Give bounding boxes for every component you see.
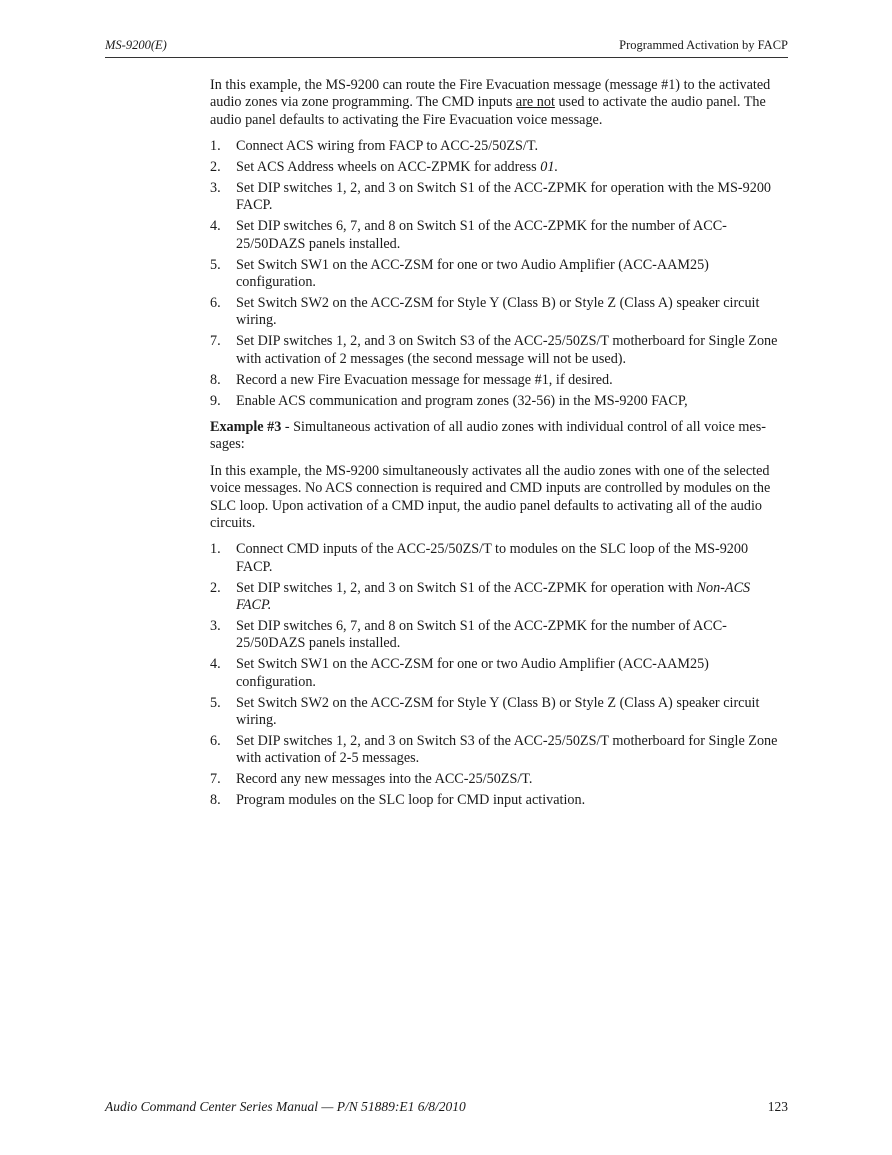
list-item-text: Set ACS Address wheels on ACC-ZPMK for address: [236, 159, 541, 176]
list-item-number: 1.: [210, 138, 221, 155]
page-number: 123: [767, 1099, 788, 1114]
page-content: [210, 77, 788, 819]
list-item: [210, 580, 788, 615]
example-3-label: Example #3: [210, 418, 282, 435]
list-item-number: 9.: [210, 392, 221, 409]
list-item-text: Enable ACS communication and program zones (32-56) in the MS-9200 FACP,: [236, 392, 688, 409]
intro-text-start: In this example, the MS-9200 can route the Fire Evacuation message (message #1) to the activated audio zones via zone programming. The CMD inputs: [210, 77, 771, 111]
list-item-text: Connect ACS wiring from FACP to ACC-25/50ZS/T.: [236, 138, 539, 155]
list-item-text: Set Switch SW2 on the ACC-ZSM for Style Y (Class B) or Style Z (Class A) speaker circuit wiring.: [236, 294, 760, 329]
intro-paragraph: [210, 77, 788, 129]
list-item: [210, 695, 788, 730]
list-item-number: 6.: [210, 294, 221, 311]
list-item-text: Set DIP switches 1, 2, and 3 on Switch S1 of the ACC-ZPMK for operation with the MS-9200 FACP.: [236, 180, 772, 214]
list-item: [210, 771, 788, 788]
header-section-title: Programmed Activation by FACP: [619, 38, 788, 52]
list-item-italic-text: Non-ACS FACP.: [236, 579, 751, 614]
header-doc-id: MS-9200(E): [105, 38, 167, 52]
list-item-number: 8.: [210, 792, 221, 809]
list-item: [210, 159, 788, 176]
list-item-number: 8.: [210, 371, 221, 388]
list-item-number: 6.: [210, 732, 221, 749]
list-item-number: 2.: [210, 579, 221, 596]
list-item-text: Set Switch SW1 on the ACC-ZSM for one or two Audio Amplifier (ACC-AAM25) configuration.: [236, 656, 709, 690]
list-item-text: Set DIP switches 1, 2, and 3 on Switch S3 of the ACC-25/50ZS/T motherboard for Single Zone with activation of 2-5 messages.: [236, 732, 778, 767]
list-item-number: 5.: [210, 256, 221, 273]
example-3-heading: [210, 419, 788, 454]
list-item-text: Set DIP switches 1, 2, and 3 on Switch S3 of the ACC-25/50ZS/T motherboard for Single Zone with activation of 2 messages (the second message will not be used).: [236, 333, 778, 367]
list-item: [210, 180, 788, 215]
list-item-text: Set DIP switches 6, 7, and 8 on Switch S1 of the ACC-ZPMK for the number of ACC-25/50DAZS panels installed.: [236, 218, 727, 252]
list-item-number: 4.: [210, 656, 221, 673]
list-item: [210, 295, 788, 330]
list-item: [210, 393, 788, 410]
list-item-number: 2.: [210, 159, 221, 176]
steps-list-example-2: [210, 138, 788, 410]
example-3-description: - Simultaneous activation of all audio zones with individual control of all voice mes-sages:: [210, 418, 766, 453]
list-item-text: Record any new messages into the ACC-25/50ZS/T.: [236, 771, 533, 788]
list-item-text: Record a new Fire Evacuation message for message #1, if desired.: [236, 371, 613, 388]
list-item: [210, 333, 788, 368]
list-item-number: 3.: [210, 617, 221, 634]
intro-text-end: used to activate the audio panel. The audio panel defaults to activating the Fire Evacuation voice message.: [210, 94, 766, 128]
list-item-italic-text: 01.: [540, 159, 558, 176]
list-item-text: Set Switch SW2 on the ACC-ZSM for Style Y (Class B) or Style Z (Class A) speaker circuit wiring.: [236, 694, 760, 728]
list-item-text: Set DIP switches 1, 2, and 3 on Switch S1 of the ACC-ZPMK for operation with: [236, 579, 697, 596]
list-item: [210, 792, 788, 809]
list-item: [210, 218, 788, 253]
list-item: [210, 257, 788, 292]
list-item-number: 3.: [210, 180, 221, 197]
footer-manual-title: Audio Command Center Series Manual — P/N 51889:E1 6/8/2010: [105, 1099, 466, 1114]
list-item-number: 5.: [210, 694, 221, 711]
list-item-text: Set DIP switches 6, 7, and 8 on Switch S1 of the ACC-ZPMK for the number of ACC-25/50DAZS panels installed.: [236, 617, 727, 652]
list-item-text: Program modules on the SLC loop for CMD input activation.: [236, 792, 586, 809]
page-footer: [105, 1099, 788, 1115]
list-item-text: Set Switch SW1 on the ACC-ZSM for one or two Audio Amplifier (ACC-AAM25) configuration.: [236, 256, 709, 291]
steps-list-example-3: [210, 541, 788, 809]
list-item: [210, 372, 788, 389]
page-header: [105, 38, 788, 58]
intro-underlined-text: are not: [515, 94, 555, 111]
list-item-text: Connect CMD inputs of the ACC-25/50ZS/T to modules on the SLC loop of the MS-9200 FACP.: [236, 541, 749, 575]
list-item: [210, 733, 788, 768]
list-item: [210, 541, 788, 576]
list-item: [210, 138, 788, 155]
example-3-paragraph: In this example, the MS-9200 simultaneously activates all the audio zones with one of the selected voice messages. No ACS connection is required and CMD inputs are controlled by modules on the SLC loop. Upon activation of a CMD input, the audio panel defaults to activating all of the audio circuits.: [210, 462, 771, 531]
list-item-number: 7.: [210, 771, 221, 788]
list-item-number: 7.: [210, 333, 221, 350]
list-item-number: 4.: [210, 218, 221, 235]
list-item: [210, 618, 788, 653]
list-item: [210, 656, 788, 691]
list-item-number: 1.: [210, 541, 221, 558]
